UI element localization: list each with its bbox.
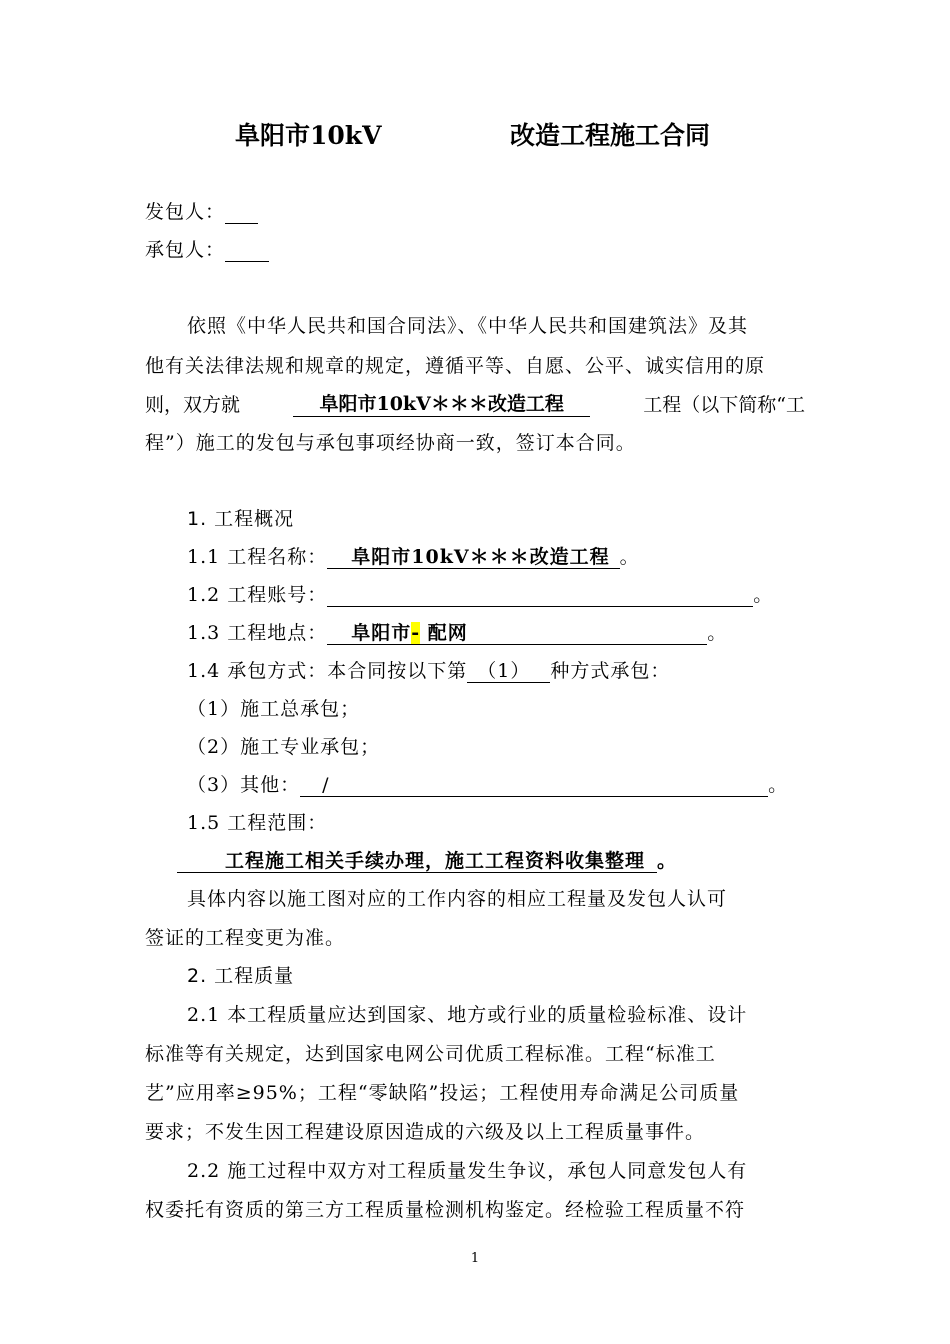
- contract-mode-value: （1）: [467, 660, 550, 683]
- contract-mode-pre: 1.4 承包方式：本合同按以下第: [187, 660, 468, 682]
- contract-title: [0, 116, 950, 156]
- intro-line-4: 程”）施工的发包与承包事项经协商一致，签订本合同。: [145, 432, 636, 454]
- page-number: 1: [470, 1251, 480, 1266]
- project-location-line: [187, 621, 727, 645]
- project-location-end: 。: [707, 622, 728, 644]
- project-location-label: 1.3 工程地点：: [187, 622, 328, 644]
- clause-2-2-line-1: 2.2 施工过程中双方对工程质量发生争议，承包人同意发包人有: [187, 1160, 748, 1182]
- project-name-end: 。: [619, 546, 640, 568]
- contract-mode-post: 种方式承包：: [550, 660, 671, 682]
- clause-2-1-line-2: 标准等有关规定，达到国家电网公司优质工程标准。工程“标准工: [145, 1043, 716, 1065]
- scope-value: 工程施工相关手续办理，施工工程资料收集整理: [177, 850, 657, 873]
- project-name-label: 1.1 工程名称：: [187, 546, 328, 568]
- clause-2-1-line-3: 艺”应用率≥95%；工程“零缺陷”投运；工程使用寿命满足公司质量: [145, 1082, 740, 1104]
- option-2: （2）施工专业承包；: [187, 736, 381, 758]
- employer-label: 发包人：: [145, 201, 226, 223]
- contractor-blank[interactable]: [225, 239, 269, 262]
- intro-line-3-post: 工程（以下简称“工: [643, 394, 805, 416]
- scope-line: [177, 849, 677, 873]
- intro-project-name: 阜阳市10kV＊＊＊改造工程: [293, 393, 589, 417]
- scope-label: 1.5 工程范围：: [187, 812, 328, 834]
- project-account-end: 。: [753, 584, 774, 606]
- intro-line-3-pre: 则，双方就: [145, 394, 241, 416]
- location-network: 配网: [427, 622, 468, 644]
- option-3-end: 。: [768, 774, 789, 796]
- option-3-label: （3）其他：: [187, 774, 301, 796]
- intro-line-2: 他有关法律法规和规章的规定，遵循平等、自愿、公平、诚实信用的原: [145, 355, 766, 377]
- title-part1: 阜阳市10kV: [235, 121, 382, 150]
- option-3-value: /: [300, 774, 768, 797]
- clause-2-1-line-4: 要求；不发生因工程建设原因造成的六级及以上工程质量事件。: [145, 1121, 706, 1143]
- project-name-line: [187, 545, 640, 569]
- option-1: （1）施工总承包；: [187, 698, 361, 720]
- title-part2: 改造工程施工合同: [510, 121, 711, 150]
- employer-line: [145, 200, 258, 224]
- scope-detail-line-2: 签证的工程变更为准。: [145, 927, 346, 949]
- intro-line-3: [145, 393, 805, 417]
- section2-heading: 2. 工程质量: [187, 965, 295, 987]
- contractor-label: 承包人：: [145, 239, 226, 261]
- intro-line-1: 依照《中华人民共和国合同法》、《中华人民共和国建筑法》及其: [187, 315, 749, 337]
- contract-mode-line: [187, 659, 670, 683]
- employer-blank[interactable]: [225, 201, 258, 224]
- project-location-value: [327, 622, 707, 645]
- project-name-value: 阜阳市10kV＊＊＊改造工程: [327, 546, 619, 569]
- option-3-line: [187, 773, 788, 797]
- scope-detail-line-1: 具体内容以施工图对应的工作内容的相应工程量及发包人认可: [187, 888, 728, 910]
- section1-heading: 1. 工程概况: [187, 508, 295, 530]
- location-city: 阜阳市: [351, 622, 412, 644]
- clause-2-1-line-1: 2.1 本工程质量应达到国家、地方或行业的质量检验标准、设计: [187, 1004, 748, 1026]
- project-account-line: [187, 583, 773, 607]
- project-account-blank[interactable]: [327, 584, 753, 607]
- scope-end: 。: [657, 850, 678, 872]
- contractor-line: [145, 238, 269, 262]
- location-highlight: -: [411, 622, 421, 644]
- clause-2-2-line-2: 权委托有资质的第三方工程质量检测机构鉴定。经检验工程质量不符: [145, 1199, 746, 1221]
- project-account-label: 1.2 工程账号：: [187, 584, 328, 606]
